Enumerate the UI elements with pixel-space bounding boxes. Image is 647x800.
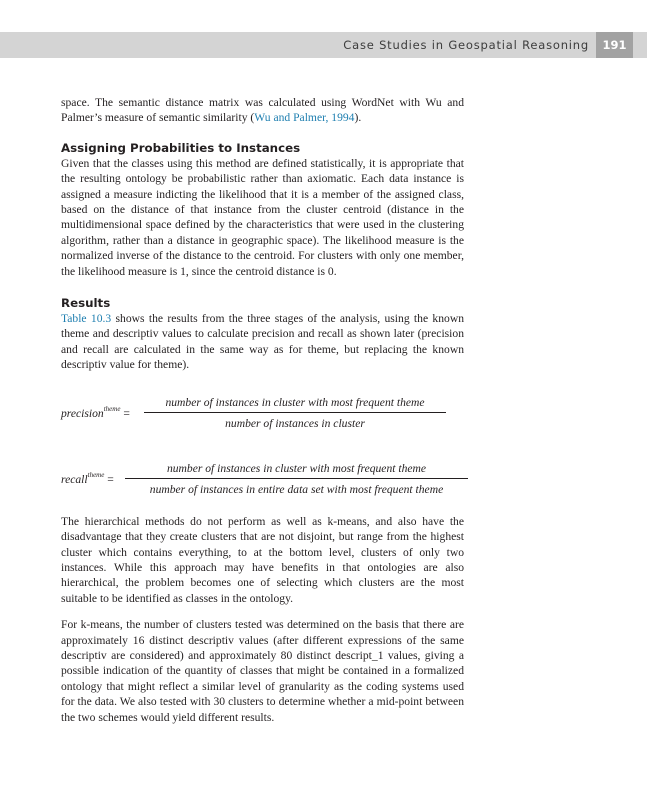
recall-symbol: recall bbox=[61, 472, 88, 486]
probabilities-paragraph: Given that the classes using this method are defined statistically, it is appropriate that the resulting ontology be probabilistic rather than axiomatic. Each data instance is assigned a measure indicting the likelihood that it is a member of the assigned class, based on the distance of that instance from the cluster centroid (distance in the multidimensional space defined by the characteristics that were used in the clustering algorithm, rather than a distance in geographic space). The likelihood measure is the normalized inverse of the distance to the centroid. For clusters with only one member, the likelihood measure is 1, since the centroid distance is 0. bbox=[61, 156, 464, 278]
results-paragraph bbox=[61, 311, 464, 373]
body-text bbox=[61, 95, 464, 725]
recall-numerator: number of instances in cluster with most frequent theme bbox=[125, 462, 468, 479]
precision-symbol: precision bbox=[61, 406, 104, 420]
intro-text-end: ). bbox=[354, 111, 362, 125]
recall-equation bbox=[61, 460, 464, 500]
precision-fraction bbox=[144, 396, 446, 430]
results-text: shows the results from the three stages of the analysis, using the known theme and descriptiv values to calculate precision and recall as shown later (precision and recall are calculated in the same way as for theme, but replacing the known descriptiv value for theme). bbox=[61, 312, 464, 372]
precision-numerator: number of instances in cluster with most frequent theme bbox=[144, 396, 446, 413]
running-title: Case Studies in Geospatial Reasoning bbox=[343, 38, 589, 52]
recall-lhs bbox=[61, 471, 114, 486]
intro-paragraph bbox=[61, 95, 464, 126]
precision-denominator: number of instances in cluster bbox=[225, 416, 365, 430]
recall-denominator: number of instances in entire data set with most frequent theme bbox=[149, 482, 444, 496]
precision-superscript: theme bbox=[103, 404, 121, 413]
precision-equation bbox=[61, 394, 464, 434]
kmeans-paragraph: For k-means, the number of clusters tested was determined on the basis that there are approximately 16 distinct descriptiv values (after different expressions of the same descriptiv are considered) and approximately 80 distinct descript_1 values, giving a possible indication of the quantity of classes that might be contained in a formalized ontology that might reflect a similar level of granularity as the coding systems used for the data. We also tested with 30 clusters to determine whether a mid-point between the two schemes would yield different results. bbox=[61, 618, 464, 724]
hierarchical-paragraph: The hierarchical methods do not perform as well as k-means, and also have the disadvantage that they create clusters that are not disjoint, but range from the highest cluster which contains everything, to at the bottom level, clusters of only two instances. While this approach may have benefits in that ontologies are also hierarchical, the problem becomes one of selecting which clusters are the most suitable to be identified as classes in the ontology. bbox=[61, 514, 464, 605]
table-reference-link[interactable]: Table 10.3 bbox=[61, 312, 112, 326]
intro-text: space. The semantic distance matrix was calculated using WordNet with Wu and Palmer’s measure of semantic similarity ( bbox=[61, 96, 464, 125]
recall-equals: = bbox=[107, 472, 114, 486]
page-number: 191 bbox=[596, 32, 633, 58]
recall-fraction bbox=[125, 462, 468, 496]
section-heading-results: Results bbox=[61, 296, 111, 311]
section-heading-probabilities: Assigning Probabilities to Instances bbox=[61, 140, 301, 155]
precision-equals: = bbox=[123, 406, 130, 420]
running-header bbox=[0, 32, 647, 58]
citation-link[interactable]: Wu and Palmer, 1994 bbox=[254, 111, 355, 125]
precision-lhs bbox=[61, 405, 130, 420]
recall-superscript: theme bbox=[87, 470, 105, 479]
